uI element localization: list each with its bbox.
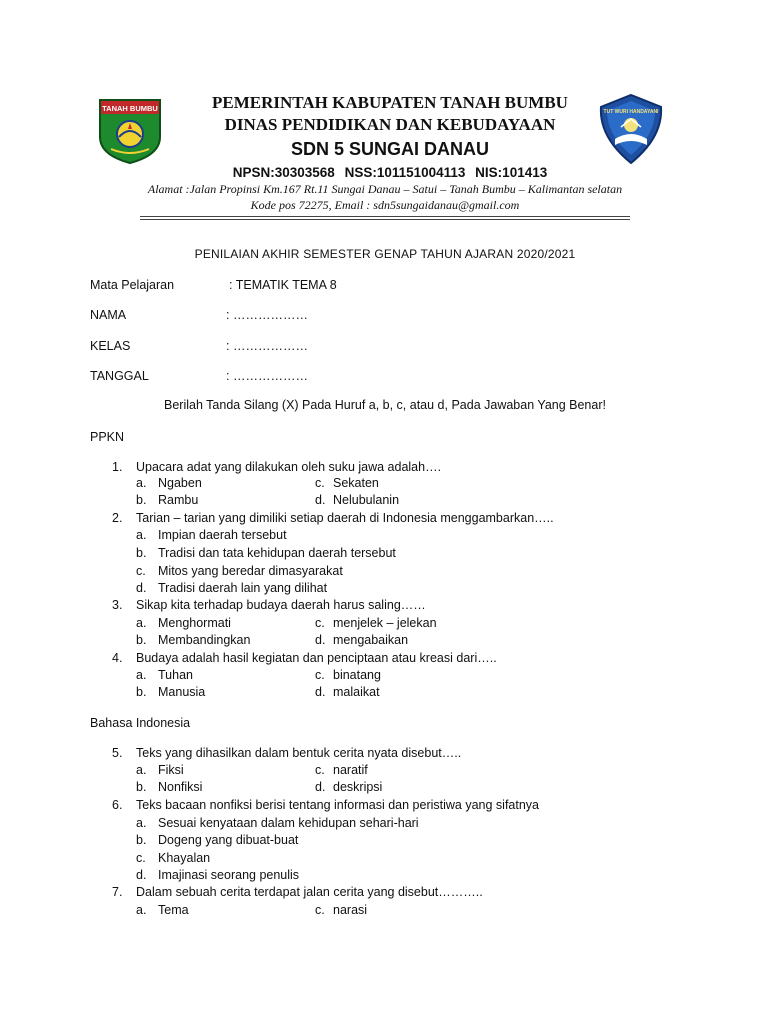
option-text: Fiksi (158, 763, 184, 777)
option-text: Sesuai kenyataan dalam kehidupan sehari-hari (158, 816, 419, 830)
section-heading-bahasa-indonesia: Bahasa Indonesia (90, 716, 191, 730)
question-text: Dalam sebuah cerita terdapat jalan cerita yang disebut……….. (136, 885, 483, 899)
option-letter: c. (315, 476, 325, 490)
question-number: 5. (112, 746, 123, 760)
question-text: Sikap kita terhadap budaya daerah harus saling…… (136, 598, 426, 612)
logo-text: TUT WURI HANDAYANI (603, 109, 659, 115)
option-text: Membandingkan (158, 633, 251, 647)
header-rule (140, 219, 630, 220)
option-letter: c. (136, 851, 146, 865)
option-letter: a. (136, 903, 147, 917)
option-letter: a. (136, 616, 147, 630)
question-number: 2. (112, 511, 123, 525)
option-text: Tuhan (158, 668, 193, 682)
option-text: Nelubulanin (333, 493, 400, 507)
option-text: mengabaikan (333, 633, 409, 647)
option-letter: c. (315, 903, 325, 917)
exam-title: PENILAIAN AKHIR SEMESTER GENAP TAHUN AJARAN 2020/2021 (194, 247, 576, 261)
option-text: Manusia (158, 685, 206, 699)
tanah-bumbu-logo (97, 97, 163, 165)
option-text: Tradisi dan tata kehidupan daerah tersebut (158, 546, 396, 560)
option-text: malaikat (333, 685, 380, 699)
option-text: Tradisi daerah lain yang dilihat (158, 581, 328, 595)
option-letter: d. (315, 780, 326, 794)
instruction: Berilah Tanda Silang (X) Pada Huruf a, b, c, atau d, Pada Jawaban Yang Benar! (164, 398, 606, 412)
field-value-subject: : TEMATIK TEMA 8 (229, 278, 337, 292)
option-text: Menghormati (158, 616, 231, 630)
option-letter: d. (315, 493, 326, 507)
option-text: naratif (333, 763, 368, 777)
question-text: Teks bacaan nonfiksi berisi tentang informasi dan peristiwa yang sifatnya (136, 798, 539, 812)
question-number: 7. (112, 885, 123, 899)
field-label-date: TANGGAL (90, 369, 149, 383)
option-text: Sekaten (333, 476, 379, 490)
option-letter: c. (315, 616, 325, 630)
option-letter: c. (315, 668, 325, 682)
question-text: Teks yang dihasilkan dalam bentuk cerita nyata disebut….. (136, 746, 462, 760)
option-text: Mitos yang beredar dimasyarakat (158, 564, 343, 578)
option-letter: b. (136, 493, 147, 507)
department-name: DINAS PENDIDIKAN DAN KEBUDAYAAN (224, 115, 556, 134)
option-text: Imajinasi seorang penulis (158, 868, 300, 882)
option-letter: c. (315, 763, 325, 777)
question-text: Budaya adalah hasil kegiatan dan penciptaan atau kreasi dari….. (136, 651, 497, 665)
question-number: 3. (112, 598, 123, 612)
question-text: Upacara adat yang dilakukan oleh suku jawa adalah…. (136, 460, 442, 474)
option-letter: a. (136, 763, 147, 777)
field-label-subject: Mata Pelajaran (90, 278, 175, 292)
school-name: SDN 5 SUNGAI DANAU (290, 139, 490, 159)
school-contact: Kode pos 72275, Email : sdn5sungaidanau@gmail.com (250, 198, 520, 212)
question-number: 1. (112, 460, 123, 474)
school-address: Alamat :Jalan Propinsi Km.167 Rt.11 Sungai Danau – Satui – Tanah Bumbu – Kalimantan selatan (147, 182, 623, 196)
tut-wuri-handayani-logo (597, 93, 665, 165)
option-text: Impian daerah tersebut (158, 528, 287, 542)
option-text: Tema (158, 903, 189, 917)
option-letter: d. (136, 581, 147, 595)
option-letter: a. (136, 668, 147, 682)
option-letter: a. (136, 816, 147, 830)
option-letter: d. (136, 868, 147, 882)
question-text: Tarian – tarian yang dimiliki setiap daerah di Indonesia menggambarkan….. (136, 511, 554, 525)
field-value-date: : ……………… (226, 369, 308, 383)
question-number: 6. (112, 798, 123, 812)
option-text: Nonfiksi (158, 780, 203, 794)
option-text: Khayalan (158, 851, 211, 865)
option-text: narasi (333, 903, 368, 917)
government-name: PEMERINTAH KABUPATEN TANAH BUMBU (212, 93, 568, 112)
option-text: binatang (333, 668, 381, 682)
option-text: deskripsi (333, 780, 383, 794)
option-letter: c. (136, 564, 146, 578)
field-value-class: : ……………… (226, 339, 308, 353)
option-text: menjelek – jelekan (333, 616, 437, 630)
question-number: 4. (112, 651, 123, 665)
option-letter: a. (136, 476, 147, 490)
option-letter: b. (136, 546, 147, 560)
option-letter: b. (136, 685, 147, 699)
field-label-class: KELAS (90, 339, 131, 353)
option-letter: b. (136, 633, 147, 647)
option-letter: a. (136, 528, 147, 542)
section-heading-ppkn: PPKN (90, 430, 125, 444)
option-letter: b. (136, 833, 147, 847)
option-text: Dogeng yang dibuat-buat (158, 833, 299, 847)
field-value-name: : ……………… (226, 308, 308, 322)
option-text: Ngaben (158, 476, 202, 490)
option-letter: d. (315, 685, 326, 699)
option-text: Rambu (158, 493, 199, 507)
field-label-name: NAMA (90, 308, 127, 322)
school-codes: NPSN:30303568 NSS:101151004113 NIS:101413 (232, 165, 548, 180)
header-rule (140, 216, 630, 217)
option-letter: b. (136, 780, 147, 794)
logo-text: TANAH BUMBU (102, 104, 158, 113)
option-letter: d. (315, 633, 326, 647)
